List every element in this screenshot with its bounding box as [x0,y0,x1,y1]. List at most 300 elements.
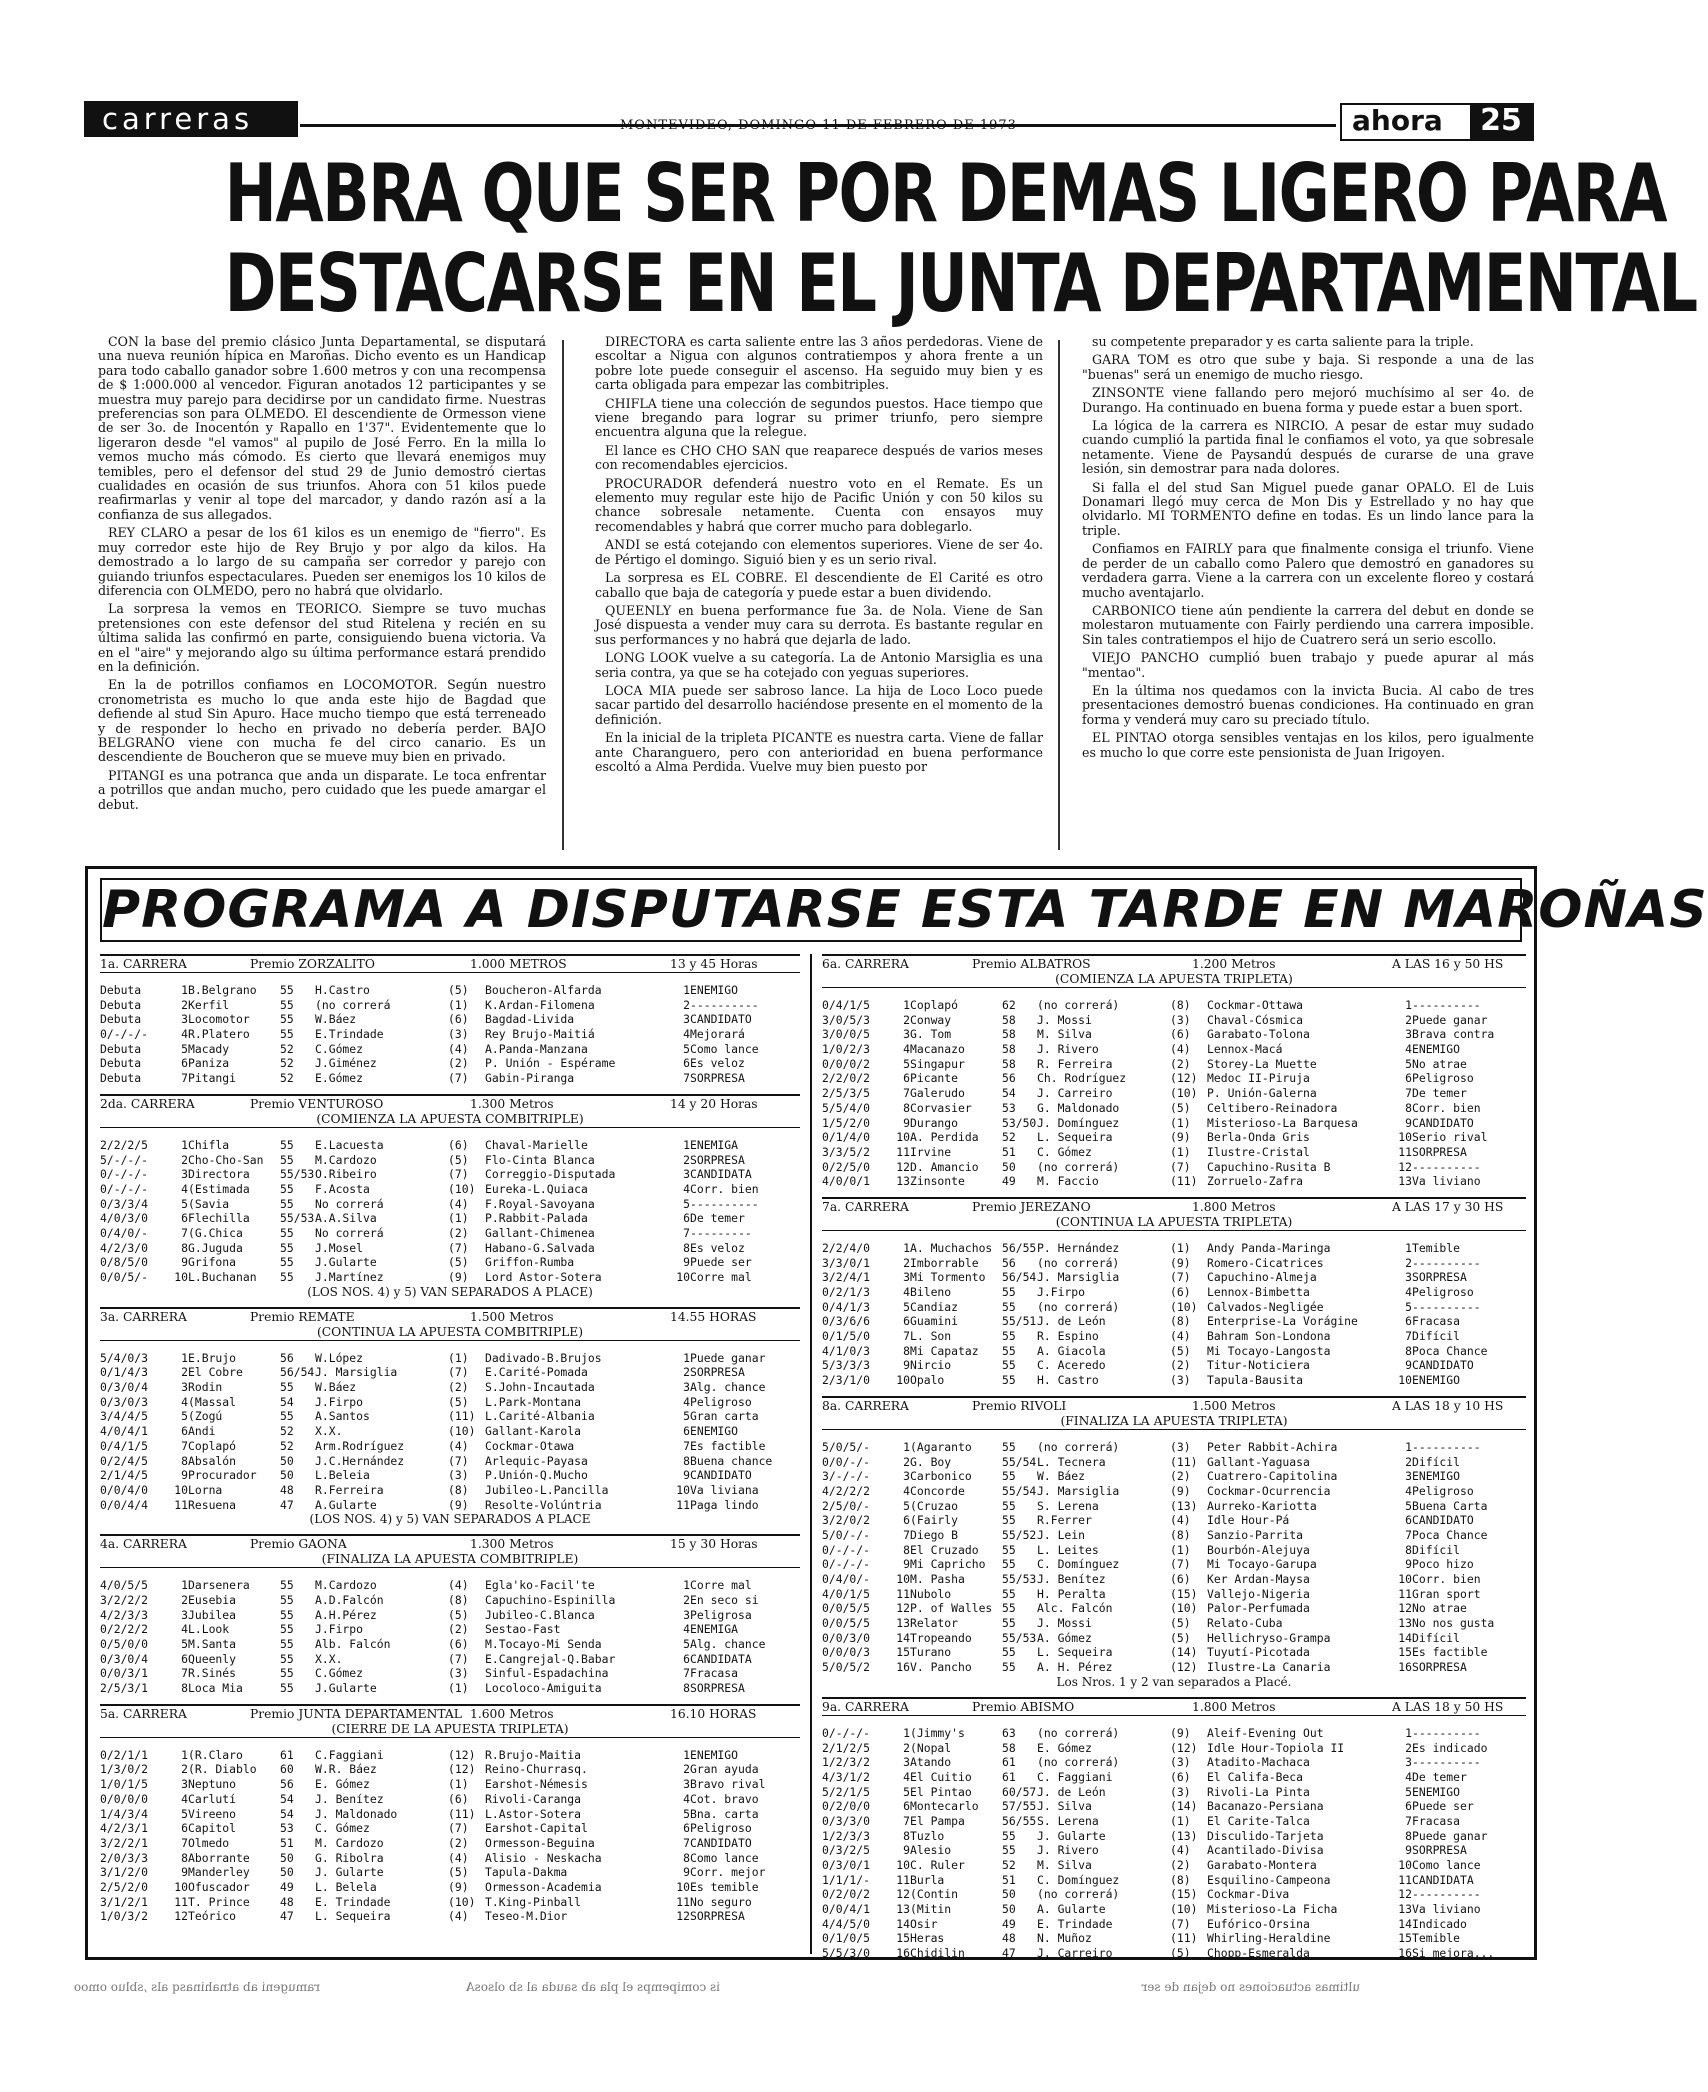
entry-weight: 56/54 [1002,1270,1037,1285]
entry-row [100,1270,800,1285]
entry-post: (5) [448,983,469,997]
entry-jockey: J. Mossi [1037,1012,1092,1027]
entry-post: (4) [448,1850,469,1865]
entry-horse: (Massal [188,1394,237,1409]
entry-horse: Bileno [910,1285,952,1299]
article-paragraph: En la última nos quedamos con la invicta Bucia. Al cabo de tres presentaciones demostró buenas condiciones. Ha continuado en gran forma y venderá muy caro su preciado título. [1082,682,1534,727]
entry-record: 0/0/0/3 [822,1645,871,1660]
entry-row [100,1241,800,1256]
entry-pedigree: Cuatrero-Capitolina [1207,1469,1338,1484]
entry-forecast: ---------- [1412,1255,1481,1270]
entry-weight: 62 [1002,998,1016,1012]
entry-record: 2/5/3/1 [100,1681,149,1696]
entry-weight: 55 [1002,1498,1016,1513]
entry-number: 7 [181,1835,188,1850]
entry-weight: 55 [1002,1601,1016,1616]
entry-number: 6 [181,1056,188,1071]
entry-pedigree: Acantilado-Divisa [1207,1843,1324,1858]
entry-post: (6) [448,1012,469,1027]
entry-horse: Capitol [188,1821,237,1836]
entry-horse: Candiaz [910,1299,959,1314]
entry-jockey: (no correrá [315,997,391,1012]
entry-forecast: ---------- [1412,1159,1481,1174]
entry-number: 16 [896,1946,910,1961]
entry-jockey: J.C.Hernández [315,1453,405,1468]
entry-forecast-number: 10 [1398,1858,1412,1872]
entry-jockey: E. Trindade [315,1894,391,1909]
entry-number: 8 [181,1850,188,1865]
entry-weight: 55 [280,1666,294,1681]
entry-horse: (Nopal [910,1740,952,1755]
entry-forecast: CANDIDATO [690,1468,752,1483]
entry-row [822,1484,1526,1499]
entry-weight: 58 [1002,1056,1016,1071]
entry-pedigree: Earshot-Capital [485,1821,588,1836]
race-header [100,1094,800,1112]
entry-pedigree: Ormesson-Beguina [485,1835,595,1850]
entry-forecast: Va liviana [690,1482,759,1497]
entry-weight: 50 [1002,1887,1016,1902]
entry-pedigree: Medoc II-Piruja [1207,1071,1310,1086]
entry-number: 5 [903,1299,910,1314]
entry-row [822,1814,1526,1829]
entry-record: 5/0/5/- [822,1439,871,1454]
entry-forecast: Corr. mejor [690,1865,766,1880]
entry-row [100,983,800,998]
entry-horse: Flechilla [188,1211,250,1226]
entry-weight: 51 [1002,1144,1016,1159]
race-name: 8a. CARRERA [822,1398,909,1413]
entry-number: 6 [903,1071,910,1086]
entry-forecast-number: 10 [676,1482,690,1497]
entry-number: 2 [181,1365,188,1380]
entry-weight: 55 [280,1225,294,1240]
entry-forecast: Va liviano [1412,1902,1481,1917]
entry-number: 3 [181,1380,188,1395]
entry-pedigree: Arlequic-Payasa [485,1453,588,1468]
entry-pedigree: Titur-Noticiera [1207,1358,1310,1373]
entry-weight: 58 [1002,1012,1016,1027]
race-distance: 1.300 Metros [470,1096,554,1111]
entry-forecast: SORPRESA [690,1071,745,1086]
entry-number: 1 [903,1439,910,1454]
entry-horse: Corvasier [910,1100,972,1115]
entry-jockey: A. Gómez [1037,1630,1092,1645]
article-paragraph: El lance es CHO CHO SAN que reaparece después de varios meses con recomendables ejercicios. [595,442,1043,473]
entry-weight: 55 [1002,1660,1016,1675]
entry-weight: 55/53 [280,1167,315,1182]
entry-jockey: E. Trindade [1037,1916,1113,1931]
entry-forecast: Alg. chance [690,1637,766,1651]
entry-row [822,1946,1526,1961]
entry-forecast: Bravo rival [690,1777,766,1792]
entry-row [822,1174,1526,1189]
entry-record: 5/0/5/2 [822,1660,871,1675]
entry-jockey: J.Giménez [315,1056,377,1071]
entry-pedigree: El Califa-Beca [1207,1769,1304,1784]
entry-weight: 50 [280,1865,294,1880]
entry-number: 9 [181,1865,188,1880]
entry-weight: 56 [280,1777,294,1792]
entry-number: 6 [903,1314,910,1329]
program-title: PROGRAMA A DISPUTARSE ESTA TARDE EN MAROÑAS [102,880,1708,940]
entry-horse: Mi Capricho [910,1557,986,1572]
entry-number: 13 [896,1902,910,1917]
entry-record: 0/0/4/0 [100,1482,149,1497]
entry-number: 3 [181,1167,188,1182]
entry-jockey: No correrá [315,1225,384,1240]
entry-record: 0/-/-/- [822,1725,871,1740]
entry-number: 5 [181,1041,188,1056]
article-paragraph: ZINSONTE viene fallando pero mejoró muchísimo al ser 4o. de Durango. Ha continuado en buena forma y puede estar a buen sport. [1082,385,1534,415]
entry-row [822,1344,1526,1359]
entry-number: 7 [903,1329,910,1344]
entry-horse: T. Prince [188,1894,250,1909]
article-paragraph: GARA TOM es otro que sube y baja. Si responde a una de las "buenas" será un enemigo de mucho riesgo. [1082,352,1534,382]
entry-number: 14 [896,1916,910,1931]
entry-weight: 58 [1002,1027,1016,1042]
entry-row [822,1645,1526,1660]
entry-horse: Opalo [910,1373,945,1388]
entry-pedigree: Tuyutí-Picotada [1207,1645,1310,1660]
entry-forecast: Peligroso [690,1821,752,1836]
race-wager-note: (COMIENZA LA APUESTA COMBITRIPLE) [100,1112,800,1128]
entry-forecast: ENEMIGO [1412,1784,1461,1799]
entry-forecast-number: 8 [683,1681,690,1696]
entry-forecast: CANDIDATA [1412,1872,1474,1887]
entry-jockey: P. Hernández [1037,1240,1120,1255]
entry-forecast: Corre mal [690,1270,752,1284]
entry-forecast-number: 2 [1405,1012,1412,1027]
entry-number: 3 [903,1270,910,1285]
entry-post: (6) [448,1791,469,1806]
entry-horse: R.Sinés [188,1666,237,1681]
entry-jockey: J. Rivero [1037,1042,1099,1057]
entry-record: 3/2/0/2 [822,1513,871,1528]
entry-weight: 53 [280,1821,294,1836]
entry-record: 2/1/4/5 [100,1468,149,1483]
race-name: 3a. CARRERA [100,1309,187,1324]
entry-forecast: ENEMIGO [1412,1042,1461,1057]
entry-jockey: J. Gularte [1037,1828,1106,1843]
entry-horse: El Pampa [910,1813,965,1828]
entry-forecast: De temer [1412,1769,1467,1784]
article-paragraph: La sorpresa es EL COBRE. El descendiente de El Carité es otro caballo que baja de categoría y puede estar a buen dividendo. [595,570,1043,600]
entry-number: 7 [903,1527,910,1542]
entry-pedigree: Lennox-Macá [1207,1042,1283,1057]
publication-masthead [1340,103,1534,141]
entry-number: 6 [181,1821,188,1836]
race-prize: Premio GAONA [250,1537,347,1552]
article-paragraph: CON la base del premio clásico Junta Departamental, se disputará una nueva reunión hípica en Maroñas. Dicho evento es un Handicap para todo caballo ganador sobre 1.600 metros y con una recompensa de $ 1:000.000 al vencedor. Figuran anotados 12 participantes y se muestra muy parejo para decidirse por un candidato firme. Nuestras preferencias son para OLMEDO. El descendiente de Ormesson viene de ser 3o. de Inocentón y Rapallo en 1'37". Evidentemente que lo ligeraron desde "el vamos" al pupilo de José Ferro. En la milla lo vemos mucho más cómodo. Es cierto que llevará enemigos muy temibles, pero el defensor del stud 29 de Junio demostró ciertas cualidades en ocasión de sus triunfos. Ahora con 51 kilos puede reafirmarlas y venir al tope del marcador, y dando razón así a la confianza de sus allegados. [98,334,546,522]
entry-forecast-number: 11 [676,1497,690,1512]
entry-forecast: Fracasa [1412,1813,1461,1828]
entry-jockey: J.Mosel [315,1240,364,1255]
entry-horse: Chifla [188,1137,230,1152]
entry-forecast-number: 1 [683,1578,690,1593]
entry-number: 1 [181,1747,188,1762]
entry-weight: 60/57 [1002,1784,1037,1799]
entry-forecast: ENEMIGO [1412,1373,1461,1388]
article-paragraph: su competente preparador y es carta saliente para la triple. [1092,334,1474,349]
entry-pedigree: Earshot-Némesis [485,1777,588,1792]
entry-jockey: (no correrá) [1037,1439,1120,1454]
entry-forecast: Mejorará [690,1027,745,1042]
article-paragraph: La sorpresa la vemos en TEORICO. Siempre se tuvo muchas pretensiones con este defensor del stud Ritelena y recién en su última salida las confirmó en parte, consiguiendo buena victoria. Va en el "aire" y mejorando algo su última performance estará prendido en la definición. [98,601,546,674]
entry-pedigree: Jubileo-L.Pancilla [485,1482,609,1497]
entry-post: (8) [1170,998,1191,1012]
entry-forecast-number: 6 [683,1821,690,1836]
entry-jockey: A.Santos [315,1409,370,1424]
entry-horse: Andi [188,1424,216,1439]
entry-record: 1/2/3/2 [822,1755,871,1770]
entry-forecast: Puede ganar [1412,1012,1488,1027]
entry-horse: Eusebia [188,1592,237,1607]
entry-row [100,1681,800,1696]
article-column-1 [98,335,546,816]
entry-jockey: J. Marsiglia [1037,1270,1120,1285]
entry-pedigree: Palor-Perfumada [1207,1601,1310,1616]
entry-forecast-number: 2 [683,1592,690,1607]
entry-jockey: J. Domínguez [1037,1115,1120,1130]
entry-forecast: Temible [1412,1240,1461,1255]
entry-number: 3 [903,1469,910,1484]
entry-horse: Manderley [188,1865,250,1880]
entry-weight: 52 [1002,1858,1016,1872]
race-distance: 1.800 Metros [1192,1199,1276,1214]
entry-pedigree: K.Ardan-Filomena [485,997,595,1012]
entry-row [100,1197,800,1212]
entry-weight: 52 [280,1438,294,1453]
entry-forecast-number: 8 [683,1240,690,1255]
entry-row [822,1145,1526,1160]
entry-number: 1 [903,1240,910,1255]
entry-forecast: Va liviano [1412,1174,1481,1189]
entry-pedigree: Chaval-Cósmica [1207,1012,1304,1027]
entry-pedigree: Locoloco-Amiguita [485,1681,602,1696]
entry-record: 0/3/0/4 [100,1380,149,1395]
entry-pedigree: Whirling-Heraldine [1207,1931,1331,1946]
entry-post: (7) [448,1453,469,1468]
entry-horse: Carbonico [910,1469,972,1484]
entry-record: 4/2/3/3 [100,1607,149,1622]
entry-jockey: O.Ribeiro [315,1167,377,1182]
entry-post: (8) [1170,1527,1191,1542]
entry-post: (3) [1170,1439,1191,1454]
entry-record: Debuta [100,1056,142,1071]
entry-jockey: Alc. Falcón [1037,1601,1113,1616]
entry-forecast: ENEMIGA [690,1622,739,1637]
entry-weight: 61 [1002,1769,1016,1784]
program-left-column [100,954,800,1932]
entry-row [100,1454,800,1469]
entry-jockey: J. Lein [1037,1527,1086,1542]
entry-forecast: Peligroso [1412,1071,1474,1086]
entry-number: 2 [181,1762,188,1777]
article-paragraph: Si falla el del stud San Miguel puede ganar OPALO. El de Luis Donamari llegó muy cerca de Mon Dis y Estrellado y no hay que olvidarlo. MI TORMENTO define en todas. Es un lindo lance para la triple. [1082,479,1534,538]
entry-record: 5/0/-/- [822,1527,871,1542]
entry-number: 4 [903,1769,910,1784]
entry-post: (11) [448,1409,476,1424]
entry-number: 16 [896,1660,910,1675]
entry-post: (9) [448,1497,469,1512]
entry-jockey: C. Aceredo [1037,1358,1106,1373]
entry-forecast-number: 10 [1398,1572,1412,1586]
entry-jockey: M.Cardozo [315,1152,377,1167]
entry-horse: Relator [910,1616,959,1631]
entry-pedigree: S.John-Incautada [485,1380,595,1395]
entry-row [822,1785,1526,1800]
entry-row [100,1380,800,1395]
entry-horse: Absalón [188,1453,237,1468]
entry-jockey: C. Domínguez [1037,1557,1120,1572]
race-prize: Premio ZORZALITO [250,957,375,971]
entry-forecast: Peligrosa [690,1607,752,1622]
entry-forecast: ---------- [1412,1755,1481,1770]
entry-horse: Olmedo [188,1835,230,1850]
entry-number: 2 [903,1740,910,1755]
entry-number: 8 [903,1343,910,1358]
entry-row [822,1160,1526,1175]
entry-row [822,1270,1526,1285]
entry-row [822,998,1526,1013]
entry-number: 6 [181,1211,188,1226]
entry-jockey: J.Gularte [315,1255,377,1270]
entry-jockey: W.Báez [315,1380,357,1395]
entry-jockey: J.Gularte [315,1681,377,1696]
entry-horse: Chidilin [910,1946,965,1961]
entry-post: (7) [1170,1557,1191,1572]
article-paragraph: CARBONICO tiene aún pendiente la carrera del debut en donde se molestaron mutuamente con Fairly perdiendo una carrera imposible. Sin tales contratiempos el hijo de Cuatrero será un serio escollo. [1082,602,1534,647]
entry-weight: 55 [1002,1329,1016,1344]
column-divider [562,340,564,850]
entry-pedigree: Bagdad-Livida [485,1012,575,1027]
entry-horse: Nubolo [910,1586,952,1601]
entry-row [100,1182,800,1197]
entry-post: (5) [1170,1343,1191,1358]
entry-record: 4/0/3/0 [100,1211,149,1226]
entry-record: 0/0/0/2 [822,1056,871,1071]
entry-horse: Locomotor [188,1012,250,1027]
entry-forecast-number: 7 [683,1835,690,1850]
race-prize: Premio RIVOLI [972,1398,1067,1413]
entry-number: 8 [181,1681,188,1696]
entry-number: 2 [181,1592,188,1607]
entry-forecast-number: 3 [1405,1270,1412,1285]
entry-number: 8 [903,1100,910,1115]
entry-horse: (Agaranto [910,1439,972,1454]
entry-weight: 55 [1002,1645,1016,1660]
entry-post: (12) [1170,1071,1198,1086]
entry-forecast: ---------- [1412,1299,1481,1314]
entry-row [100,1056,800,1071]
entry-number: 3 [181,1012,188,1027]
race-header [100,1704,800,1722]
entry-weight: 52 [280,1424,294,1439]
entry-jockey: L.Beleia [315,1468,370,1483]
entry-row [822,1741,1526,1756]
entry-jockey: S. Lerena [1037,1498,1099,1513]
entry-number: 9 [181,1255,188,1270]
entry-jockey: M.Cardozo [315,1578,377,1593]
entry-number: 2 [903,1255,910,1270]
entry-row [100,1226,800,1241]
entry-post: (2) [448,1622,469,1637]
entry-jockey: C.Gómez [315,1666,364,1681]
entry-post: (11) [1170,1454,1198,1469]
race-prize: Premio ALBATROS [972,957,1091,971]
entry-jockey: J. Marsiglia [315,1365,398,1380]
entry-pedigree: Eufórico-Orsina [1207,1916,1310,1931]
entry-forecast-number: 7 [1405,1086,1412,1101]
entry-record: 2/5/3/5 [822,1086,871,1101]
entry-number: 4 [903,1285,910,1299]
race-time: 14 y 20 Horas [670,1096,758,1111]
entry-jockey: E. Gómez [1037,1740,1092,1755]
entry-weight: 53/50 [1002,1115,1037,1130]
entry-weight: 55 [280,1270,294,1284]
entry-row [100,998,800,1013]
entry-pedigree: Cockmar-Ocurrencia [1207,1483,1331,1498]
entry-record: 4/3/1/2 [822,1769,871,1784]
entry-horse: (G.Chica [188,1225,243,1240]
entry-forecast: Indicado [1412,1916,1467,1931]
entry-forecast-number: 5 [1405,1784,1412,1799]
entry-pedigree: Esquilino-Campeona [1207,1872,1331,1887]
entry-weight: 55 [280,1255,294,1270]
entry-post: (5) [1170,1100,1191,1115]
entry-forecast-number: 2 [1405,1454,1412,1469]
entry-horse: G. Tom [910,1027,952,1042]
entry-forecast-number: 9 [683,1468,690,1483]
entry-row [100,1593,800,1608]
entry-forecast-number: 5 [683,1041,690,1056]
entry-weight: 55 [1002,1439,1016,1454]
entry-post: (4) [1170,1513,1191,1528]
entry-record: 3/1/2/0 [100,1865,149,1880]
race-time: A LAS 18 y 50 HS [1392,1699,1504,1714]
entry-weight: 49 [1002,1174,1016,1189]
entry-weight: 50 [1002,1902,1016,1917]
entry-jockey: A. Gularte [1037,1902,1106,1917]
entry-post: (2) [448,1225,469,1240]
entry-record: 4/4/5/0 [822,1916,871,1931]
race-distance: 1.200 Metros [1192,957,1276,971]
entry-record: 4/2/3/0 [100,1240,149,1255]
entry-row [822,1300,1526,1315]
entry-weight: 55 [1002,1373,1016,1388]
entry-row [822,1285,1526,1300]
entry-horse: C. Ruler [910,1858,965,1872]
entry-forecast: ---------- [1412,998,1481,1012]
entry-pedigree: Teseo-M.Dior [485,1909,568,1924]
entry-horse: Osir [910,1916,938,1931]
entry-horse: Paniza [188,1056,230,1071]
entry-horse: E.Brujo [188,1350,237,1365]
article-paragraph: REY CLARO a pesar de los 61 kilos es un enemigo de "fierro". Es muy corredor este hijo de Rey Brujo y por algo da kilos. Ha demostrado a lo largo de su campaña ser corredor y parejo con guiando triunfos espectaculares. Pueden ser enemigos los 10 kilos de diferencia con OLMEDO, pero no habrá que olvidarlo. [98,525,546,598]
entry-weight: 55/51 [1002,1314,1037,1329]
entry-forecast-number: 6 [1405,1071,1412,1086]
entry-post: (3) [1170,1784,1191,1799]
entry-post: (5) [448,1865,469,1880]
entry-number: 5 [181,1637,188,1651]
entry-number: 1 [181,1137,188,1152]
entry-post: (4) [448,1041,469,1056]
entry-record: 4/0/1/5 [822,1586,871,1601]
entry-post: (15) [1170,1586,1198,1601]
entry-forecast-number: 2 [683,1365,690,1380]
entry-forecast-number: 11 [1398,1586,1412,1601]
